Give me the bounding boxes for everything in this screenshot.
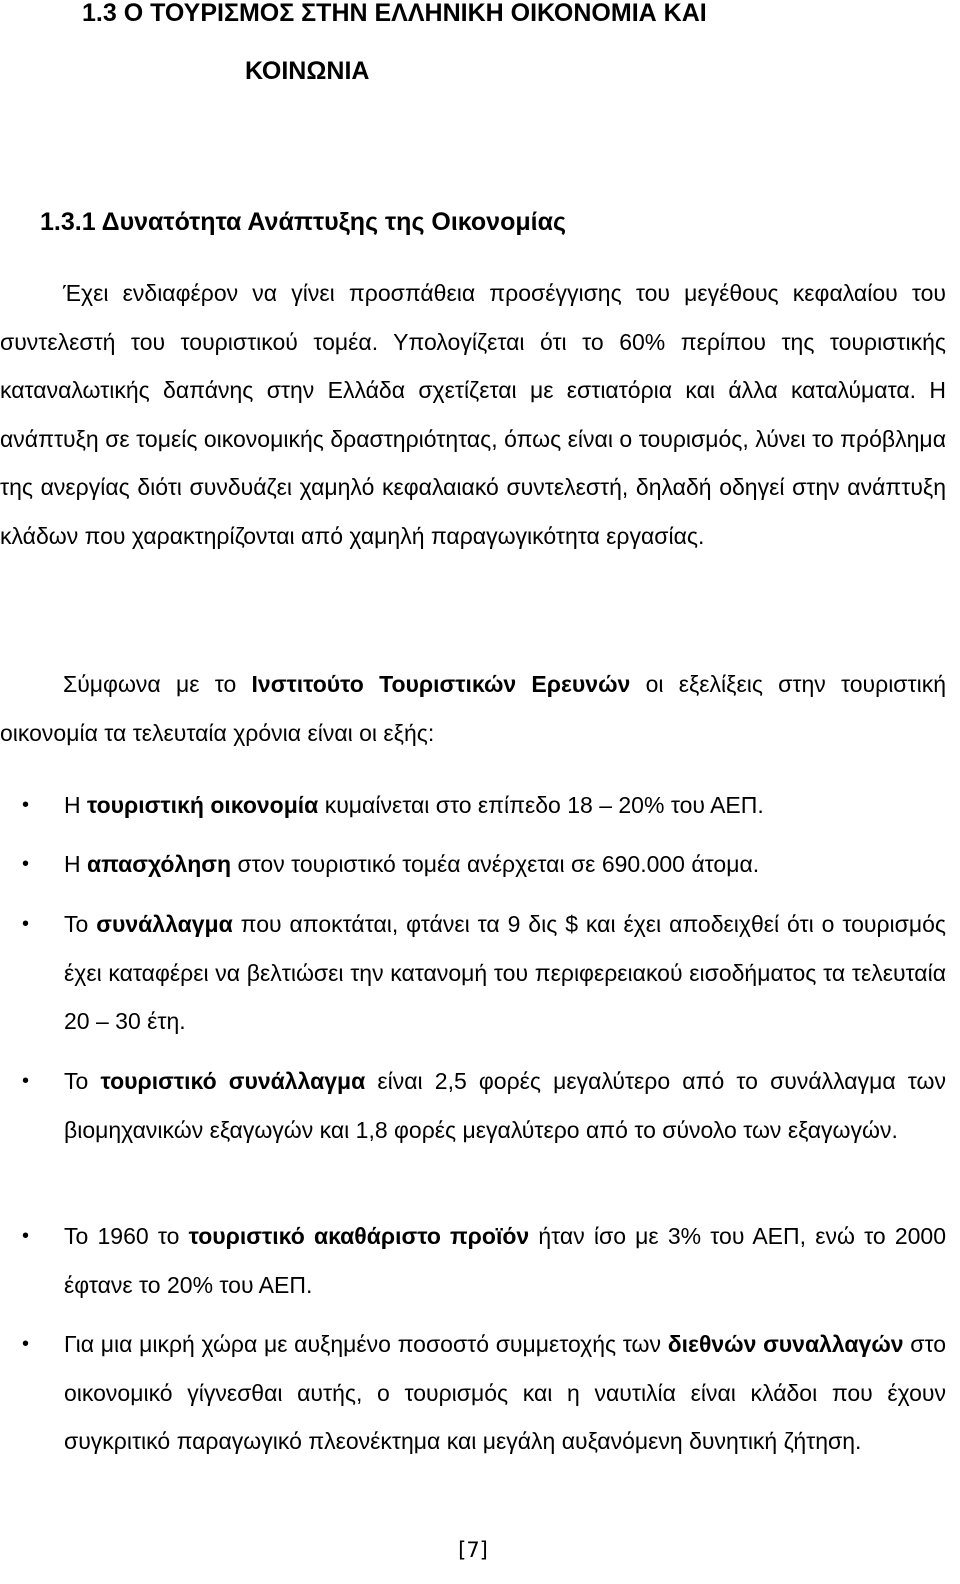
list-item-post: κυμαίνεται στο επίπεδο 18 – 20% του ΑΕΠ. xyxy=(318,792,764,818)
list-item-post: που αποκτάται, φτάνει τα 9 δις $ και έχει αποδειχθεί ότι ο τουρισμός έχει καταφέρει να βελτιώσει την κατανομή του περιφερειακού εισοδήματος τα τελευταία 20 – 30 έτη. xyxy=(64,911,946,1034)
bullet-icon: • xyxy=(22,913,30,935)
section-title-line-2: ΚΟΙΝΩΝΙΑ xyxy=(245,57,370,85)
section-title-line-1: 1.3 Ο ΤΟΥΡΙΣΜΟΣ ΣΤΗΝ ΕΛΛΗΝΙΚΗ ΟΙΚΟΝΟΜΙΑ ΚΑΙ xyxy=(82,0,707,27)
list-item-bold: απασχόληση xyxy=(87,851,232,877)
institute-paragraph-pre: Σύμφωνα με το xyxy=(63,671,252,697)
intro-paragraph xyxy=(0,269,946,560)
list-item-pre: Το xyxy=(64,1068,101,1094)
list-item xyxy=(22,1057,946,1154)
list-item xyxy=(22,900,946,1046)
section-title xyxy=(82,0,922,85)
bullet-icon: • xyxy=(22,794,30,816)
list-item-pre: Η xyxy=(64,792,87,818)
list-item xyxy=(22,1212,946,1309)
list-item-post: στο οικονομικό γίγνεσθαι αυτής, ο τουρισμός και η ναυτιλία είναι κλάδοι που έχουν συγκριτικό παραγωγικό πλεονέκτημα και μεγάλη αυξανόμενη δυνητική ζήτηση. xyxy=(64,1331,947,1454)
bullet-icon: • xyxy=(22,1225,30,1247)
page-number: [7] xyxy=(458,1538,488,1562)
list-item-pre: Το 1960 το xyxy=(64,1223,189,1249)
intro-paragraph-text: Έχει ενδιαφέρον να γίνει προσπάθεια προσέγγισης του μεγέθους κεφαλαίου του συντελεστή του τουριστικού τομέα. Υπολογίζεται ότι το 60% περίπου της τουριστικής καταναλωτικής δαπάνης στην Ελλάδα σχετίζεται με εστιατόρια και άλλα καταλύματα. Η ανάπτυξη σε τομείς οικονομικής δραστηριότητας, όπως είναι ο τουρισμός, λύνει το πρόβλημα της ανεργίας διότι συνδυάζει χαμηλό κεφαλαιακό συντελεστή, δηλαδή οδηγεί στην ανάπτυξη κλάδων που χαρακτηρίζονται από χαμηλή παραγωγικότητα εργασίας. xyxy=(0,280,946,549)
list-item-bold: διεθνών συναλλαγών xyxy=(667,1331,904,1357)
list-item-post: ήταν ίσο με 3% του ΑΕΠ, ενώ το 2000 έφτανε το 20% του ΑΕΠ. xyxy=(64,1223,946,1298)
list-item-pre: Το xyxy=(64,911,97,937)
list-item-pre: Για μια μικρή χώρα με αυξημένο ποσοστό συμμετοχής των xyxy=(64,1331,668,1357)
bullet-icon: • xyxy=(22,853,30,875)
list-item-bold: συνάλλαγμα xyxy=(96,911,233,937)
list-item-pre: Η xyxy=(64,851,87,877)
list-item xyxy=(22,781,946,830)
list-item-bold: τουριστικό συνάλλαγμα xyxy=(100,1068,366,1094)
bullet-icon: • xyxy=(22,1070,30,1092)
list-item-post: είναι 2,5 φορές μεγαλύτερο από το συνάλλαγμα των βιομηχανικών εξαγωγών και 1,8 φορές μεγαλύτερο από το σύνολο των εξαγωγών. xyxy=(64,1068,946,1143)
list-item-post: στον τουριστικό τομέα ανέρχεται σε 690.000 άτομα. xyxy=(231,851,760,877)
institute-paragraph-post: οι εξελίξεις στην τουριστική οικονομία τα τελευταία χρόνια είναι οι εξής: xyxy=(0,671,946,746)
bullet-icon: • xyxy=(22,1333,30,1355)
institute-name: Ινστιτούτο Τουριστικών Ερευνών xyxy=(251,671,631,697)
institute-paragraph xyxy=(0,660,946,757)
subsection-title: 1.3.1 Δυνατότητα Ανάπτυξης της Οικονομίας xyxy=(40,208,566,236)
list-item-bold: τουριστική οικονομία xyxy=(87,792,319,818)
list-item xyxy=(22,1320,947,1466)
list-item-bold: τουριστικό ακαθάριστο προϊόν xyxy=(188,1223,530,1249)
list-item xyxy=(22,840,946,889)
